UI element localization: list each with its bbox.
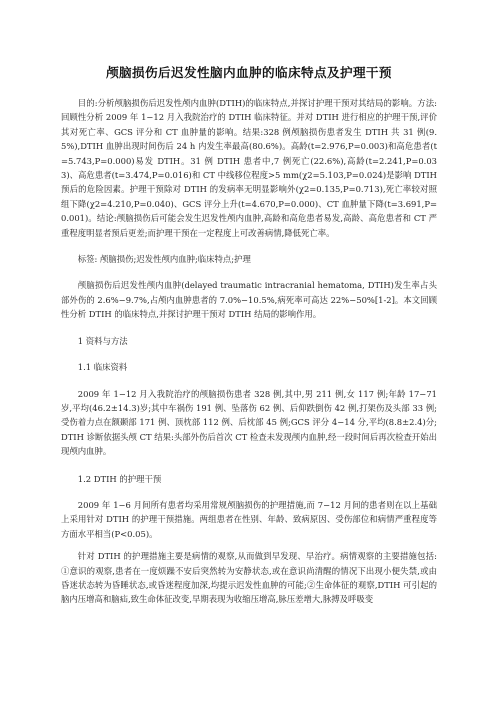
body-paragraph: 2009 年 1−12 月入我院治疗的颅脑损伤患者 328 例,其中,男 211 例,女 117 例;年龄 17−71 岁,平均(46.2±14.3)岁;其中车祸伤 191 例、坠落伤 62 例、后仰跌倒伤 42 例,打架伤及头部 33 例;受伤着力点在额颞部 171 例、顶枕部 112 例、后枕部 45 例;GCS 评分 4−14 分,平均(8.8±2.4)分;DTIH 诊断依据头颅 CT 结果:头部外伤后首次 CT 检查未发现颅内血肿,经一段时间后再次检查开始出现颅内血肿。 (61, 388, 437, 457)
body-paragraph: 2009 年 1−6 月间所有患者均采用常规颅脑损伤的护理措施,而 7−12 月间的患者则在以上基础上采用针对 DTIH 的护理干预措施。两组患者在性别、年龄、致病原因、受伤部位和病情严重程度等方面水平相当(P<0.05)。 (61, 499, 437, 539)
body-paragraph: 针对 DTIH 的护理措施主要是病情的观察,从而做到早发现、早治疗。病情观察的主要措施包括:①意识的观察,患者在一度烦躁不安后突然转为安静状态,或在意识尚清醒的情况下出现小便失禁,或由昏迷状态转为昏睡状态,或昏迷程度加深,均提示迟发性血肿的可能;②生命体征的观察,DTIH 可引起的脑内压增高和脑疝,致生命体征改变,早期表现为收缩压增高,脉压差增大,脉搏及呼吸变 (61, 551, 437, 605)
paper-title: 颅脑损伤后迟发性脑内血肿的临床特点及护理干预 (106, 65, 392, 80)
introduction-paragraph: 颅脑损伤后迟发性颅内血肿(delayed traumatic intracranial hematoma, DTIH)发生率占头部外伤的 2.6%−9.7%,占颅内血肿患者的 7.0%−10.5%,病死率可高达 22%−50%[1-2]。本文回顾性分析 DTIH 的临床特点,并探讨护理干预对 DTIH 结局的影响作用。 (61, 280, 437, 320)
subsection-heading: 1.2 DTIH 的护理干预 (77, 473, 162, 484)
keywords: 标签: 颅脑损伤;迟发性颅内血肿;临床特点;护理 (77, 254, 251, 265)
section-heading: 1 资料与方法 (77, 335, 128, 346)
subsection-heading: 1.1 临床资料 (77, 362, 128, 373)
abstract: 目的:分析颅脑损伤后迟发性颅内血肿(DTIH)的临床特点,并探讨护理干预对其结局的影响。方法:回顾性分析 2009 年 1−12 月入我院治疗的 DTIH 临床特征。并对 DTIH 进行相应的护理干预,评价其对死亡率、GCS 评分和 CT 血肿量的影响。结果:328 例颅脑损伤患者发生 DTIH 共 31 例(9.5%),DTIH 血肿出现时间伤后 24 h 内发生率最高(80.6%)。高龄(t=2.976,P=0.003)和高危患者(t=5.743,P=0.000)易发 DTIH。31 例 DTIH 患者中,7 例死亡(22.6%),高龄(t=2.241,P=0.033)、高危患者(t=3.474,P=0.016)和 CT 中线移位程度>5 mm(χ2=5.103,P=0.024)是影响 DTIH 预后的危险因素。护理干预除对 DTIH 的发病率无明显影响外(χ2=0.135,P=0.713),死亡率较对照组下降(χ2=4.210,P=0.040)、GCS 评分上升(t=4.670,P=0.000)、CT 血肿量下降(t=3.691,P=0.001)。结论:颅脑损伤后可能会发生迟发性颅内血肿,高龄和高危患者易发,高龄、高危患者和 CT 严重程度明显者预后更差;而护理干预在一定程度上可改善病情,降低死亡率。 (61, 98, 437, 238)
